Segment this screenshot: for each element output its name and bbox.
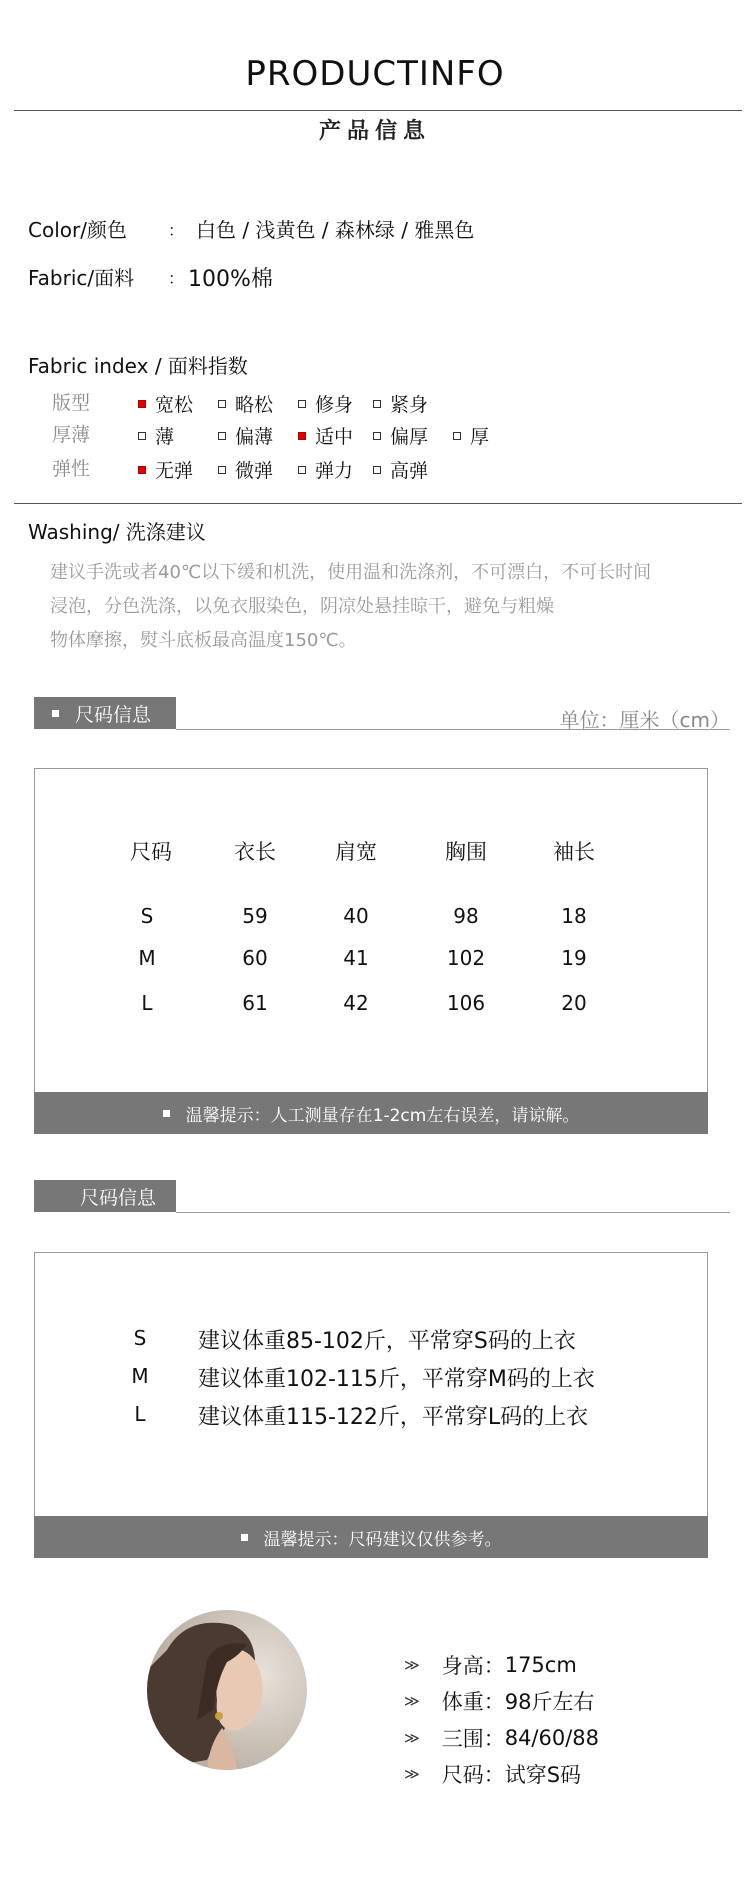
fabric-index-row-label: 厚薄 bbox=[52, 424, 91, 446]
checkbox-checked-icon bbox=[138, 466, 146, 474]
table-cell: S bbox=[140, 904, 154, 928]
table-cell: L bbox=[141, 991, 153, 1015]
table-cell: 41 bbox=[343, 946, 369, 970]
fabric-index-option bbox=[138, 422, 174, 449]
table-header: 胸围 bbox=[445, 840, 487, 864]
size-info-tag bbox=[34, 697, 176, 729]
page-title-cn: 产品信息 bbox=[318, 119, 431, 144]
model-avatar bbox=[147, 1610, 307, 1770]
washing-title: Washing/ 洗涤建议 bbox=[28, 520, 206, 544]
size-rec-tag-label: 尺码信息 bbox=[80, 1186, 157, 1209]
fabric-index-option-label: 高弹 bbox=[390, 460, 429, 482]
table-cell: 106 bbox=[446, 991, 486, 1015]
checkbox-icon bbox=[298, 400, 306, 408]
checkbox-checked-icon bbox=[138, 400, 146, 408]
fabric-index-option-label: 微弹 bbox=[235, 460, 274, 482]
fabric-index-option-label: 偏厚 bbox=[390, 426, 429, 448]
fabric-colon: ： bbox=[168, 269, 185, 288]
section-divider bbox=[14, 503, 742, 504]
checkbox-icon bbox=[373, 466, 381, 474]
fabric-index-option bbox=[298, 422, 353, 449]
fabric-index-option bbox=[373, 422, 428, 449]
washing-text bbox=[50, 556, 730, 658]
table-cell: 102 bbox=[446, 946, 486, 970]
title-divider bbox=[14, 110, 742, 111]
unit-label: 单位：厘米（cm） bbox=[559, 708, 730, 732]
size-rec-tag bbox=[34, 1180, 176, 1212]
size-rec-tip-text: 温馨提示：尺码建议仅供参考。 bbox=[263, 1529, 502, 1550]
fabric-index-option-label: 薄 bbox=[155, 426, 175, 448]
fabric-index-option bbox=[218, 456, 273, 483]
fabric-index-option bbox=[453, 422, 489, 449]
fabric-index-option-label: 宽松 bbox=[155, 394, 194, 416]
size-rec-text: 建议体重85-102斤，平常穿S码的上衣 bbox=[198, 1329, 576, 1354]
model-info-value: 试穿S码 bbox=[504, 1763, 582, 1787]
fabric-index-option bbox=[218, 422, 273, 449]
fabric-index-option bbox=[373, 390, 428, 417]
color-value: 白色 / 浅黄色 / 森林绿 / 雅黑色 bbox=[196, 218, 475, 242]
fabric-index-option-label: 适中 bbox=[315, 426, 354, 448]
size-rec-tip bbox=[34, 1516, 708, 1558]
color-label: Color/颜色 bbox=[28, 218, 127, 242]
square-bullet-icon bbox=[52, 710, 59, 717]
model-info-value: 84/60/88 bbox=[504, 1726, 600, 1750]
table-cell: 20 bbox=[561, 991, 587, 1015]
fabric-index-option-label: 弹力 bbox=[315, 460, 354, 482]
checkbox-icon bbox=[218, 432, 226, 440]
page-title-en: PRODUCTINFO bbox=[245, 54, 505, 94]
table-cell: M bbox=[138, 946, 156, 970]
tag-underline bbox=[176, 1212, 730, 1213]
size-rec-text: 建议体重102-115斤，平常穿M码的上衣 bbox=[198, 1367, 595, 1392]
chevron-right-icon: ≫ bbox=[404, 1729, 420, 1747]
washing-line: 建议手洗或者40℃以下缓和机洗，使用温和洗涤剂，不可漂白，不可长时间 bbox=[50, 562, 652, 583]
table-header: 袖长 bbox=[553, 840, 595, 864]
checkbox-icon bbox=[218, 400, 226, 408]
washing-line: 浸泡，分色洗涤，以免衣服染色，阴凉处悬挂晾干，避免与粗燥 bbox=[50, 596, 554, 617]
model-info-label: 体重： bbox=[441, 1690, 505, 1714]
fabric-index-option-label: 偏薄 bbox=[235, 426, 274, 448]
model-info-value: 98斤左右 bbox=[504, 1690, 595, 1714]
fabric-index-option bbox=[218, 390, 273, 417]
fabric-index-option-label: 修身 bbox=[315, 394, 354, 416]
model-info-label: 尺码： bbox=[441, 1763, 505, 1787]
fabric-label: Fabric/面料 bbox=[28, 266, 135, 290]
model-info-label: 身高： bbox=[441, 1654, 505, 1678]
fabric-index-row-label: 版型 bbox=[52, 392, 91, 414]
checkbox-icon bbox=[138, 432, 146, 440]
chevron-right-icon: ≫ bbox=[404, 1656, 420, 1674]
color-colon: ： bbox=[168, 221, 185, 240]
table-cell: 18 bbox=[561, 904, 587, 928]
fabric-index-option-label: 无弹 bbox=[155, 460, 194, 482]
size-info-tag-label: 尺码信息 bbox=[75, 703, 152, 726]
size-rec-size: L bbox=[134, 1402, 146, 1426]
checkbox-icon bbox=[373, 400, 381, 408]
fabric-index-option bbox=[138, 456, 193, 483]
table-header: 肩宽 bbox=[335, 840, 377, 864]
square-bullet-icon bbox=[241, 1534, 248, 1541]
table-cell: 98 bbox=[453, 904, 479, 928]
size-rec-size: M bbox=[131, 1364, 149, 1388]
fabric-index-row-label: 弹性 bbox=[52, 458, 91, 480]
table-cell: 42 bbox=[343, 991, 369, 1015]
model-info-label: 三围： bbox=[441, 1727, 505, 1751]
square-bullet-icon bbox=[163, 1110, 170, 1117]
table-header: 衣长 bbox=[234, 840, 276, 864]
checkbox-icon bbox=[453, 432, 461, 440]
chevron-right-icon: ≫ bbox=[404, 1692, 420, 1710]
checkbox-icon bbox=[373, 432, 381, 440]
fabric-index-option bbox=[298, 456, 353, 483]
model-info-value: 175cm bbox=[504, 1653, 577, 1677]
table-cell: 59 bbox=[242, 904, 268, 928]
fabric-index-option bbox=[298, 390, 353, 417]
fabric-index-option bbox=[138, 390, 193, 417]
model-info-row bbox=[404, 1650, 577, 1680]
size-rec-size: S bbox=[133, 1326, 147, 1350]
table-cell: 60 bbox=[242, 946, 268, 970]
fabric-index-option-label: 紧身 bbox=[390, 394, 429, 416]
washing-line: 物体摩擦，熨斗底板最高温度150℃。 bbox=[50, 630, 357, 651]
model-info-row bbox=[404, 1686, 594, 1716]
checkbox-icon bbox=[218, 466, 226, 474]
table-cell: 40 bbox=[343, 904, 369, 928]
table-cell: 61 bbox=[242, 991, 268, 1015]
model-info-row bbox=[404, 1723, 599, 1753]
size-table-tip bbox=[34, 1092, 708, 1134]
table-cell: 19 bbox=[561, 946, 587, 970]
fabric-index-option-label: 厚 bbox=[470, 426, 490, 448]
fabric-index-option bbox=[373, 456, 428, 483]
table-header: 尺码 bbox=[130, 840, 172, 864]
chevron-right-icon: ≫ bbox=[404, 1765, 420, 1783]
fabric-index-option-label: 略松 bbox=[235, 394, 274, 416]
model-info-row bbox=[404, 1759, 581, 1789]
size-table-tip-text: 温馨提示：人工测量存在1-2cm左右误差，请谅解。 bbox=[185, 1105, 580, 1126]
fabric-index-title: Fabric index / 面料指数 bbox=[28, 354, 248, 378]
checkbox-checked-icon bbox=[298, 432, 306, 440]
checkbox-icon bbox=[298, 466, 306, 474]
size-rec-text: 建议体重115-122斤，平常穿L码的上衣 bbox=[198, 1405, 589, 1430]
fabric-value: 100%棉 bbox=[188, 267, 273, 292]
